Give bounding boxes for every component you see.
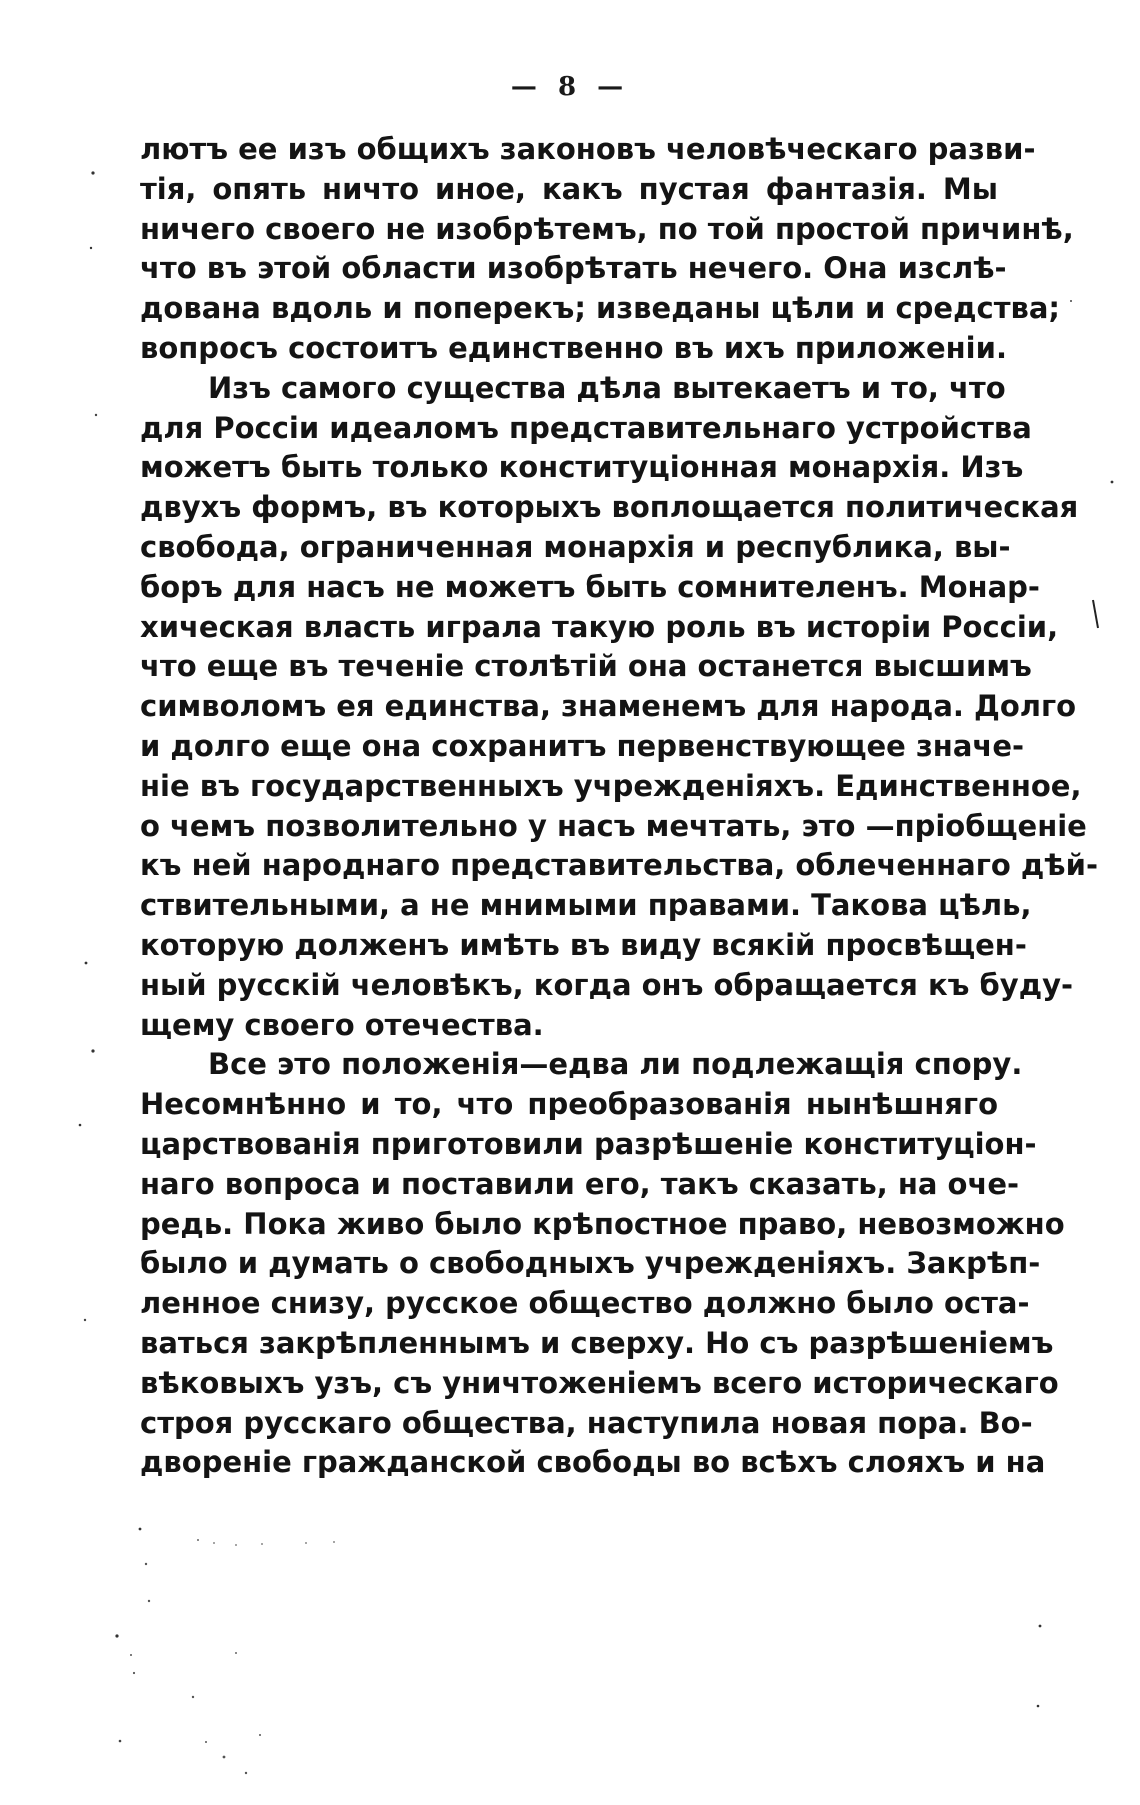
text-line: строя русскаго общества, наступила новая пора. Во- — [140, 1405, 1033, 1440]
text-line: вѣковыхъ узъ, съ уничтоженіемъ всего историческаго — [140, 1365, 1059, 1400]
text-line: ствительными, а не мнимыми правами. Такова цѣль, — [140, 888, 1032, 923]
text-line: двухъ формъ, въ которыхъ воплощается политическая — [140, 490, 1079, 525]
text-line: къ ней народнаго представительства, облеченнаго дѣй- — [140, 848, 1098, 883]
text-line: ваться закрѣпленнымъ и сверху. Но съ разрѣшеніемъ — [140, 1325, 1054, 1360]
page-number: — 8 — — [510, 72, 630, 102]
text-line: дована вдоль и поперекъ; изведаны цѣли и средства; — [140, 291, 1061, 326]
paragraph — [140, 1045, 1065, 1483]
text-line: символомъ ея единства, знаменемъ для народа. Долго — [140, 689, 1077, 724]
text-line: лютъ ее изъ общихъ законовъ человѣческаго разви- — [140, 132, 1036, 166]
text-line: боръ для насъ не можетъ быть сомнителенъ. Монар- — [140, 569, 1040, 604]
text-line: Изъ самого существа дѣла вытекаетъ и то, что — [208, 370, 1006, 405]
text-line: что еще въ теченіе столѣтій она останется высшимъ — [140, 649, 1032, 684]
text-line: наго вопроса и поставили его, такъ сказать, на оче- — [140, 1166, 1020, 1201]
text-line: что въ этой области изобрѣтать нечего. Она изслѣ- — [140, 251, 1007, 286]
text-line: можетъ быть только конституціонная монархія. Изъ — [140, 450, 1024, 485]
body-text — [140, 130, 1098, 1483]
paragraph — [140, 130, 1074, 369]
text-line: Несомнѣнно и то, что преобразованія нынѣшняго — [140, 1087, 998, 1122]
text-line: вопросъ состоитъ единственно въ ихъ приложеніи. — [140, 330, 1007, 365]
text-line: Все это положенія—едва ли подлежащія спору. — [208, 1047, 1023, 1082]
text-line: о чемъ позволительно у насъ мечтать, это —пріобщеніе — [140, 808, 1087, 843]
text-line: редь. Пока живо было крѣпостное право, невозможно — [140, 1206, 1065, 1241]
text-line: которую долженъ имѣть въ виду всякій просвѣщен- — [140, 927, 1027, 962]
text-line: ничего своего не изобрѣтемъ, по той простой причинѣ, — [140, 211, 1074, 246]
text-line: двореніе гражданской свободы во всѣхъ слояхъ и на — [140, 1445, 1046, 1480]
text-line: ніе въ государственныхъ учрежденіяхъ. Единственное, — [140, 768, 1082, 803]
text-line: ленное снизу, русское общество должно было оста- — [140, 1286, 1030, 1321]
text-line: царствованія приготовили разрѣшеніе конституціон- — [140, 1126, 1037, 1161]
text-line: было и думать о свободныхъ учрежденіяхъ. Закрѣп- — [140, 1246, 1041, 1281]
text-line: хическая власть играла такую роль въ исторіи Россіи, — [140, 609, 1059, 644]
paragraph — [140, 369, 1098, 1046]
text-line: и долго еще она сохранитъ первенствующее значе- — [140, 728, 1025, 763]
text-line: тія, опять ничто иное, какъ пустая фантазія. Мы — [140, 171, 998, 206]
text-line: щему своего отечества. — [140, 1007, 544, 1042]
text-line: ный русскій человѣкъ, когда онъ обращается къ буду- — [140, 967, 1074, 1002]
text-line: для Россіи идеаломъ представительнаго устройства — [140, 410, 1032, 445]
text-line: свобода, ограниченная монархія и республика, вы- — [140, 529, 1011, 564]
